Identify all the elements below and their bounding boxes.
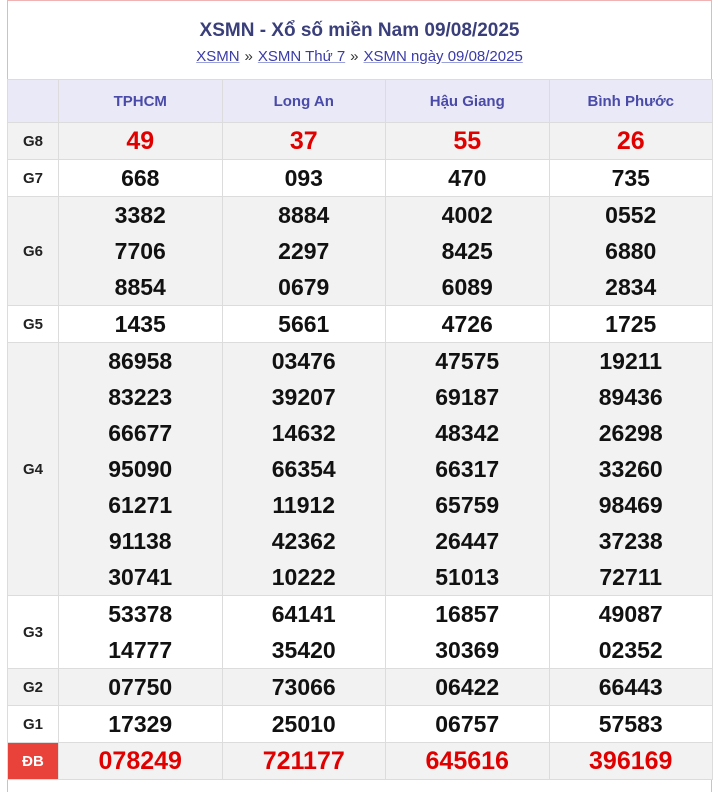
result-cell [386, 306, 550, 343]
prize-row-g3 [8, 596, 713, 669]
result-cell [386, 596, 550, 669]
province-header: TPHCM [59, 80, 223, 123]
result-number: 73066 [271, 674, 336, 700]
prize-row-special [8, 743, 713, 780]
result-number: 668 [121, 165, 160, 191]
result-cell [386, 706, 550, 743]
result-cell [549, 160, 713, 197]
result-cell [222, 596, 386, 669]
result-number: 30369 [435, 637, 500, 663]
result-cell [549, 343, 713, 596]
province-header: Bình Phước [549, 80, 713, 123]
result-number: 37 [289, 127, 318, 155]
result-cell [549, 669, 713, 706]
result-number: 2297 [278, 238, 330, 264]
result-cell [59, 343, 223, 596]
prize-row-g6 [8, 197, 713, 306]
result-cell [549, 123, 713, 160]
result-number: 33260 [598, 456, 663, 482]
result-number: 06422 [435, 674, 500, 700]
result-number: 4002 [441, 202, 493, 228]
prize-row-g4 [8, 343, 713, 596]
result-number: 53378 [108, 601, 173, 627]
result-cell [549, 306, 713, 343]
panel-header [8, 1, 711, 79]
result-number: 57583 [598, 711, 663, 737]
result-number: 42362 [271, 528, 336, 554]
province-header: Long An [222, 80, 386, 123]
result-number: 093 [284, 165, 323, 191]
result-number: 48342 [435, 420, 500, 446]
prize-label: G1 [8, 706, 59, 743]
prize-label: G3 [8, 596, 59, 669]
result-cell [59, 743, 223, 780]
result-cell [549, 596, 713, 669]
result-cell [59, 706, 223, 743]
result-number: 02352 [598, 637, 663, 663]
result-cell [222, 706, 386, 743]
result-number: 16857 [435, 601, 500, 627]
result-cell [59, 306, 223, 343]
result-number: 51013 [435, 564, 500, 590]
prize-row-g8 [8, 123, 713, 160]
result-number: 37238 [598, 528, 663, 554]
result-cell [222, 743, 386, 780]
result-number: 06757 [435, 711, 500, 737]
breadcrumb-link-weekday[interactable]: XSMN Thứ 7 [257, 48, 346, 65]
result-number: 5661 [278, 311, 330, 337]
result-cell [386, 197, 550, 306]
result-number: 66317 [435, 456, 500, 482]
breadcrumb-separator: » [350, 48, 359, 65]
result-number: 66677 [108, 420, 173, 446]
prize-label: G8 [8, 123, 59, 160]
corner-cell [8, 80, 59, 123]
result-number: 26298 [598, 420, 663, 446]
result-cell [59, 669, 223, 706]
result-number: 0679 [278, 274, 330, 300]
result-cell [222, 123, 386, 160]
result-cell [386, 669, 550, 706]
result-number: 65759 [435, 492, 500, 518]
results-table [7, 79, 713, 780]
result-cell [549, 743, 713, 780]
prize-label: G5 [8, 306, 59, 343]
result-number: 26447 [435, 528, 500, 554]
result-number: 39207 [271, 384, 336, 410]
result-cell [59, 197, 223, 306]
result-number: 8854 [114, 274, 166, 300]
result-number: 2834 [605, 274, 657, 300]
result-number: 1725 [605, 311, 657, 337]
result-cell [222, 669, 386, 706]
result-cell [549, 197, 713, 306]
result-number: 91138 [108, 528, 172, 554]
prize-row-g1 [8, 706, 713, 743]
prize-label: ĐB [8, 743, 59, 780]
province-header: Hậu Giang [386, 80, 550, 123]
breadcrumb-link-xsmn[interactable]: XSMN [196, 48, 240, 65]
result-number: 61271 [108, 492, 173, 518]
result-cell [222, 197, 386, 306]
result-number: 078249 [98, 747, 182, 775]
result-number: 645616 [425, 747, 509, 775]
result-number: 03476 [271, 348, 336, 374]
result-cell [59, 160, 223, 197]
results-panel [7, 0, 712, 792]
result-number: 66443 [598, 674, 663, 700]
breadcrumb [8, 47, 711, 67]
result-number: 470 [448, 165, 487, 191]
result-number: 30741 [108, 564, 173, 590]
result-number: 6089 [441, 274, 493, 300]
result-number: 83223 [108, 384, 173, 410]
result-number: 49087 [598, 601, 663, 627]
result-number: 19211 [599, 348, 663, 374]
result-number: 55 [453, 127, 482, 155]
result-cell [222, 160, 386, 197]
result-cell [222, 306, 386, 343]
prize-label: G7 [8, 160, 59, 197]
result-number: 8425 [441, 238, 493, 264]
result-number: 89436 [598, 384, 663, 410]
result-number: 14777 [108, 637, 173, 663]
result-cell [386, 160, 550, 197]
result-cell [386, 743, 550, 780]
result-cell [386, 123, 550, 160]
result-number: 26 [616, 127, 645, 155]
result-number: 95090 [108, 456, 173, 482]
result-number: 735 [611, 165, 650, 191]
result-cell [59, 596, 223, 669]
result-number: 11912 [272, 492, 336, 518]
result-number: 35420 [271, 637, 336, 663]
result-cell [549, 706, 713, 743]
result-number: 4726 [441, 311, 493, 337]
breadcrumb-separator: » [244, 48, 253, 65]
result-number: 1435 [114, 311, 166, 337]
result-cell [59, 123, 223, 160]
result-number: 49 [126, 127, 155, 155]
result-number: 69187 [435, 384, 500, 410]
result-number: 8884 [278, 202, 330, 228]
result-cell [386, 343, 550, 596]
result-number: 396169 [589, 747, 673, 775]
result-cell [222, 343, 386, 596]
prize-row-g2 [8, 669, 713, 706]
result-number: 25010 [271, 711, 336, 737]
result-number: 07750 [108, 674, 173, 700]
result-number: 0552 [605, 202, 657, 228]
prize-row-g5 [8, 306, 713, 343]
prize-row-g7 [8, 160, 713, 197]
result-number: 64141 [271, 601, 336, 627]
result-number: 17329 [108, 711, 173, 737]
result-number: 72711 [599, 564, 663, 590]
result-number: 98469 [598, 492, 663, 518]
result-number: 721177 [262, 747, 345, 775]
result-number: 47575 [435, 348, 500, 374]
breadcrumb-link-date[interactable]: XSMN ngày 09/08/2025 [363, 48, 523, 65]
result-number: 10222 [271, 564, 336, 590]
prize-label: G2 [8, 669, 59, 706]
result-number: 86958 [108, 348, 173, 374]
prize-label: G4 [8, 343, 59, 596]
page-title: XSMN - Xổ số miền Nam 09/08/2025 [199, 20, 520, 41]
result-number: 6880 [605, 238, 657, 264]
province-header-row [8, 80, 713, 123]
result-number: 3382 [114, 202, 166, 228]
prize-label: G6 [8, 197, 59, 306]
result-number: 7706 [114, 238, 166, 264]
result-number: 14632 [271, 420, 336, 446]
result-number: 66354 [271, 456, 336, 482]
